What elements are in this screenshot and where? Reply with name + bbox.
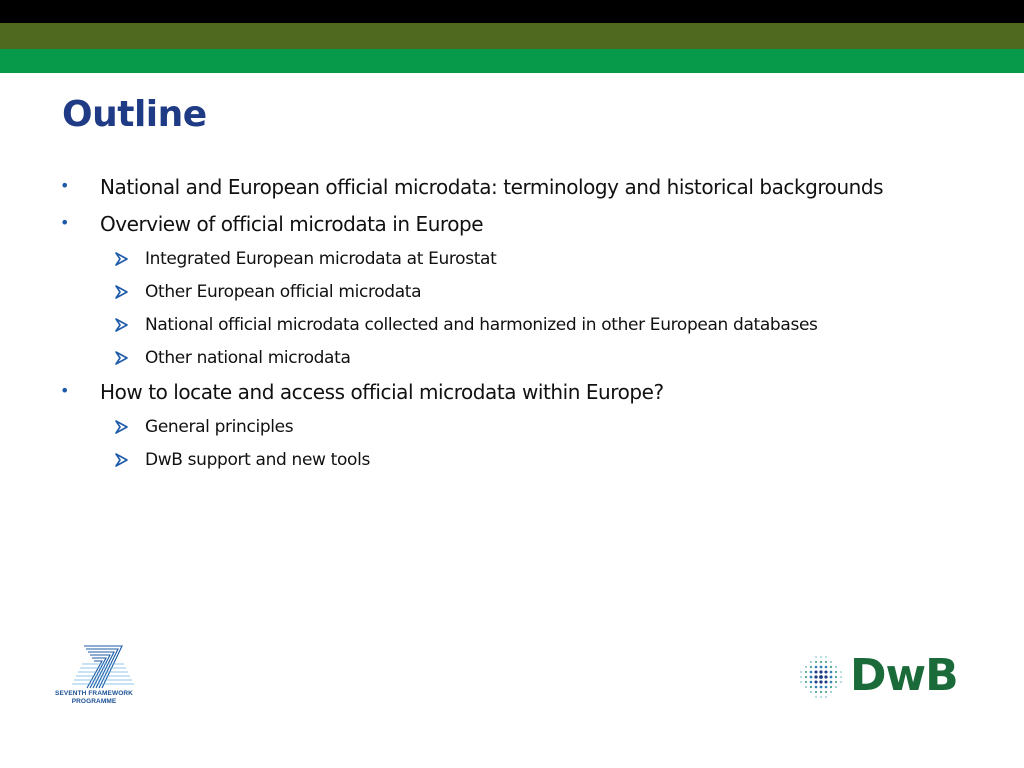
outline-subitem-text: Other national microdata	[145, 348, 351, 368]
dwb-dot	[824, 670, 827, 673]
dwb-dot	[819, 670, 822, 673]
outline-item	[60, 379, 664, 405]
dwb-dot	[835, 676, 837, 678]
outline-subitem	[145, 347, 351, 369]
dwb-dot	[810, 661, 812, 663]
dwb-dot	[825, 686, 828, 689]
dwb-dot	[824, 680, 827, 683]
outline-subitem	[145, 281, 421, 303]
dwb-dot	[825, 691, 827, 693]
dwb-dots-icon	[798, 654, 844, 700]
dwb-dot	[825, 661, 827, 663]
round-bullet-icon: •	[60, 381, 69, 400]
dwb-dot	[820, 686, 823, 689]
dwb-dot	[805, 671, 807, 673]
dwb-dot	[820, 661, 822, 663]
outline-subitem-text: General principles	[145, 417, 294, 437]
outline-item	[60, 211, 484, 237]
fp7-caption-line-1: SEVENTH FRAMEWORK	[55, 690, 133, 697]
dwb-dot	[805, 681, 807, 683]
dwb-dot	[814, 675, 817, 678]
dwb-dot	[820, 656, 822, 658]
dwb-dot	[824, 675, 827, 678]
dwb-dot	[830, 691, 832, 693]
dwb-logo-text: DwB	[850, 650, 958, 701]
outline-subitem	[145, 248, 496, 270]
fp7-caption	[52, 690, 136, 706]
outline-subitem-text: National official microdata collected and harmonized in other European databases	[145, 315, 818, 335]
dwb-dot	[800, 671, 802, 673]
dwb-dot	[810, 686, 812, 688]
dwb-dot	[815, 656, 817, 658]
outline-item	[60, 174, 884, 200]
dwb-dot	[815, 696, 817, 698]
arrow-bullet-icon	[114, 453, 128, 467]
dwb-dot	[800, 681, 802, 683]
dwb-dot	[805, 686, 807, 688]
outline-item-text: Overview of official microdata in Europe	[100, 212, 484, 236]
dwb-dot	[840, 671, 842, 673]
arrow-bullet-icon	[114, 252, 128, 266]
outline-subitem-text: Integrated European microdata at Eurostat	[145, 249, 497, 269]
dwb-logo	[798, 652, 978, 704]
round-bullet-icon: •	[60, 213, 69, 232]
dwb-dot	[830, 681, 833, 684]
fp7-caption-line-2: PROGRAMME	[71, 698, 117, 705]
dwb-dot	[825, 666, 828, 669]
arrow-bullet-icon	[114, 420, 128, 434]
outline-subitem	[145, 314, 818, 336]
outline-subitem-text: Other European official microdata	[145, 282, 422, 302]
dwb-dot	[835, 666, 837, 668]
arrow-bullet-icon	[114, 351, 128, 365]
dwb-dot	[805, 666, 807, 668]
dwb-dot	[810, 681, 813, 684]
arrow-bullet-icon	[114, 285, 128, 299]
dwb-dot	[830, 676, 833, 679]
dwb-dot	[800, 676, 802, 678]
dwb-dot	[830, 686, 832, 688]
header-band-black	[0, 0, 1024, 23]
header-band-olive	[0, 23, 1024, 49]
outline-item-text: National and European official microdata: terminology and historical backgrounds	[100, 175, 884, 199]
header-band-green	[0, 49, 1024, 73]
arrow-bullet-icon	[114, 318, 128, 332]
dwb-dot	[825, 656, 827, 658]
dwb-dot	[815, 661, 817, 663]
dwb-dot	[810, 671, 813, 674]
dwb-dot	[840, 676, 842, 678]
dwb-dot	[815, 686, 818, 689]
dwb-dot	[810, 676, 813, 679]
dwb-dot	[810, 691, 812, 693]
dwb-dot	[835, 671, 837, 673]
dwb-dot	[820, 696, 822, 698]
round-bullet-icon: •	[60, 176, 69, 195]
dwb-dot	[810, 666, 812, 668]
dwb-dot	[835, 681, 837, 683]
dwb-dot	[815, 691, 817, 693]
dwb-dot	[814, 680, 817, 683]
dwb-dot	[815, 666, 818, 669]
dwb-dot	[835, 686, 837, 688]
dwb-dot	[805, 676, 807, 678]
dwb-dot	[820, 691, 822, 693]
dwb-dot	[820, 666, 823, 669]
outline-subitem-text: DwB support and new tools	[145, 450, 370, 470]
dwb-dot	[819, 680, 822, 683]
dwb-dot	[840, 681, 842, 683]
outline-item-text: How to locate and access official microdata within Europe?	[100, 380, 664, 404]
dwb-dot	[814, 670, 817, 673]
slide-title: Outline	[62, 94, 207, 135]
dwb-dot	[819, 675, 823, 679]
dwb-dot	[830, 671, 833, 674]
outline-subitem	[145, 416, 293, 438]
dwb-dot	[830, 661, 832, 663]
dwb-dot	[825, 696, 827, 698]
dwb-dot	[830, 666, 832, 668]
outline-subitem	[145, 449, 370, 471]
